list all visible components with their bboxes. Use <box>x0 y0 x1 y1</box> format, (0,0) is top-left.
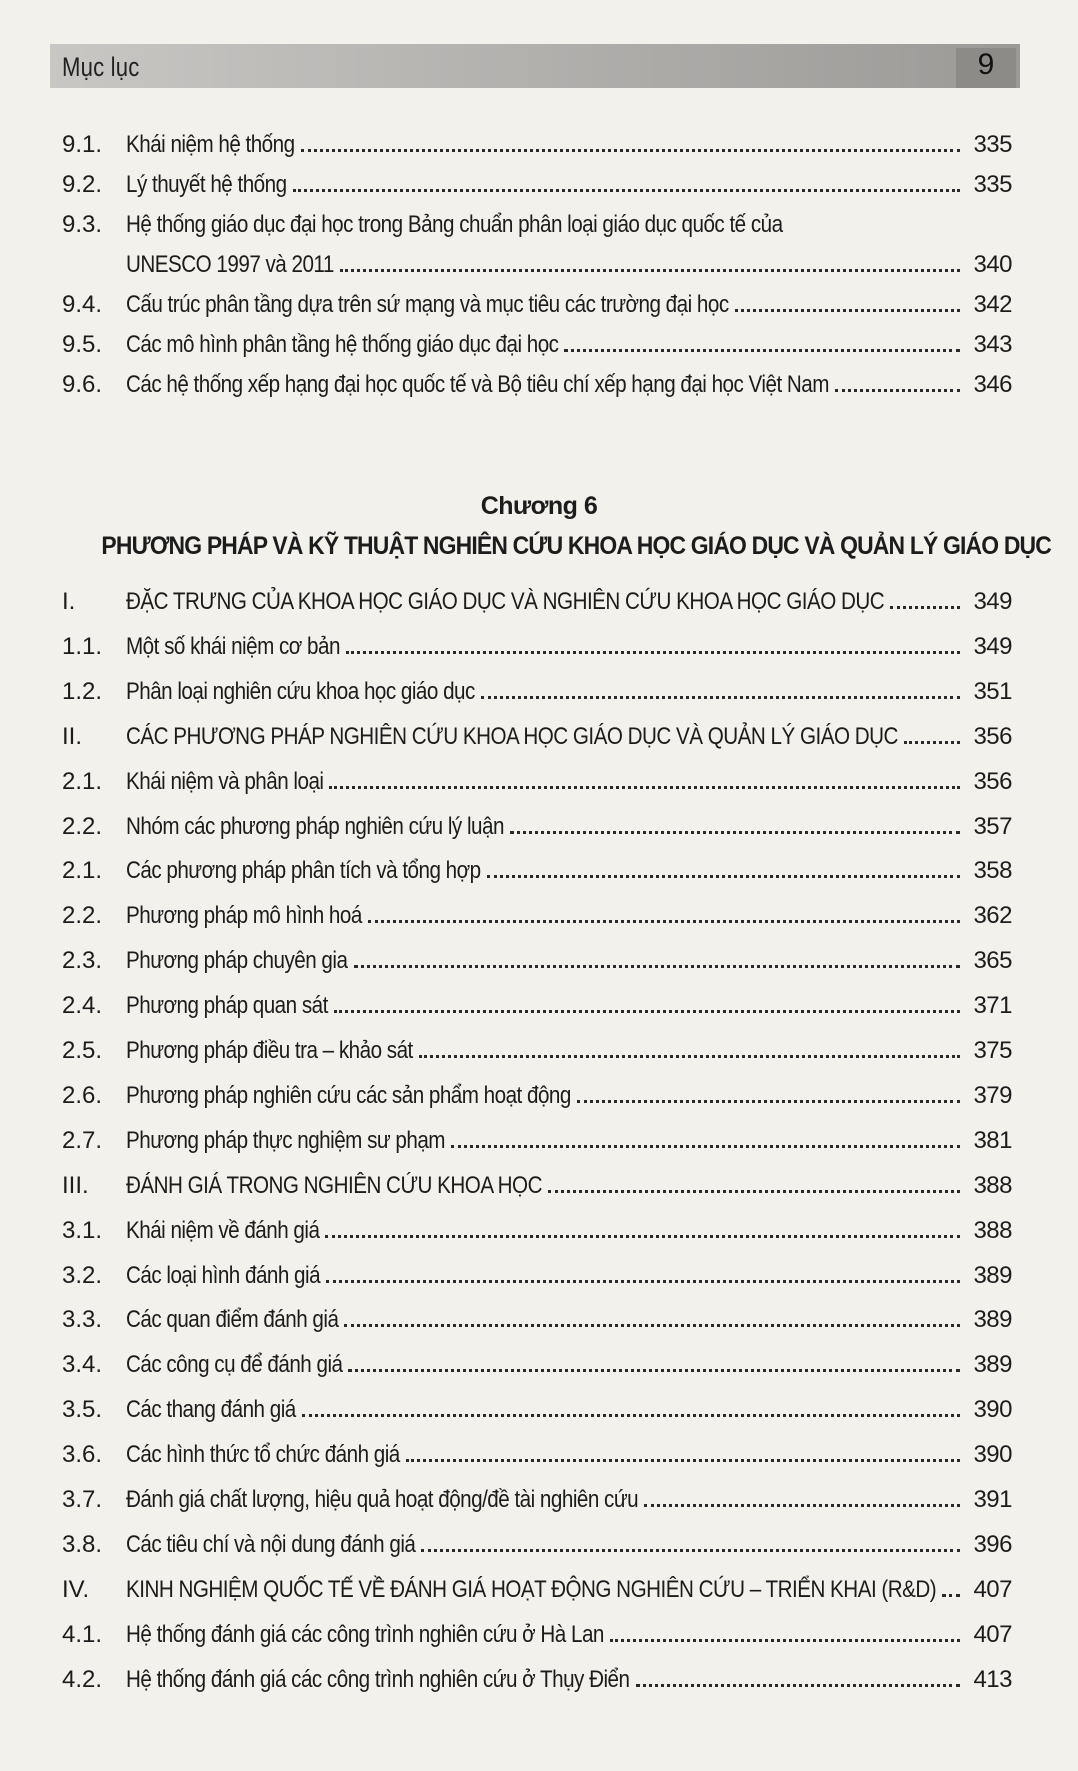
toc-entry-title: Khái niệm hệ thống <box>126 131 295 158</box>
toc-entry-title: ĐẶC TRƯNG CỦA KHOA HỌC GIÁO DỤC VÀ NGHIÊN CỨU KHOA HỌC GIÁO DỤC <box>126 588 885 615</box>
dot-leader <box>419 1035 960 1058</box>
chapter-label: Chương 6 <box>480 492 598 520</box>
dot-leader <box>293 169 960 192</box>
toc-entry-number: 9.4. <box>62 291 103 318</box>
dot-leader <box>451 1125 960 1148</box>
toc-entry-continuation <box>62 245 1012 285</box>
toc-entry <box>62 205 1012 245</box>
toc-entry <box>62 896 1012 936</box>
toc-entry-number: 1.2. <box>62 678 103 705</box>
toc-entry-number: 9.5. <box>62 331 103 358</box>
toc-entry-page: 340 <box>973 251 1012 278</box>
toc-entry-title: Các loại hình đánh giá <box>126 1262 321 1289</box>
dot-leader <box>510 811 960 834</box>
toc-entry <box>62 1211 1012 1251</box>
dot-leader <box>368 900 960 923</box>
toc-entry-page: 390 <box>973 1396 1012 1423</box>
page-number: 9 <box>956 48 1016 88</box>
toc-entry <box>62 941 1012 981</box>
toc-entry-number: 2.3. <box>62 947 103 974</box>
toc-entry <box>62 582 1012 622</box>
toc-entry <box>62 762 1012 802</box>
chapter-title: PHƯƠNG PHÁP VÀ KỸ THUẬT NGHIÊN CỨU KHOA HỌC GIÁO DỤC VÀ QUẢN LÝ GIÁO DỤC <box>101 532 1052 560</box>
toc-entry-number: 2.1. <box>62 857 103 884</box>
dot-leader <box>348 1349 960 1372</box>
toc-entry-title: Phương pháp thực nghiệm sư phạm <box>126 1127 445 1154</box>
toc-entry-page: 371 <box>973 992 1012 1019</box>
toc-entry-number: 2.2. <box>62 813 103 840</box>
toc-entry-title: Cấu trúc phân tầng dựa trên sứ mạng và mục tiêu các trường đại học <box>126 291 729 318</box>
toc-entry-page: 356 <box>973 723 1012 750</box>
dot-leader <box>329 766 960 789</box>
toc-entry <box>62 365 1012 405</box>
toc-entry-title: Các hệ thống xếp hạng đại học quốc tế và Bộ tiêu chí xếp hạng đại học Việt Nam <box>126 371 829 398</box>
toc-entry-page: 351 <box>973 678 1012 705</box>
toc-entry-number: 3.5. <box>62 1396 103 1423</box>
toc-entry-page: 362 <box>973 902 1012 929</box>
dot-leader <box>835 369 960 392</box>
toc-entry <box>62 986 1012 1026</box>
toc-entry-title: Khái niệm và phân loại <box>126 768 324 795</box>
toc-entry-title: Phương pháp chuyên gia <box>126 947 348 974</box>
dot-leader <box>406 1439 960 1462</box>
toc-entry <box>62 627 1012 667</box>
toc-entry-page: 407 <box>973 1621 1012 1648</box>
toc-entry-page: 358 <box>973 857 1012 884</box>
toc-entry <box>62 1076 1012 1116</box>
toc-entry-page: 342 <box>973 291 1012 318</box>
toc-entry-title: Phương pháp điều tra – khảo sát <box>126 1037 413 1064</box>
toc-entry-page: 396 <box>973 1531 1012 1558</box>
toc-entry-page: 389 <box>973 1262 1012 1289</box>
dot-leader <box>354 945 961 968</box>
toc-entry-number: 9.6. <box>62 371 103 398</box>
toc-entry <box>62 1345 1012 1385</box>
toc-entry-number: 2.7. <box>62 1127 103 1154</box>
dot-leader <box>326 1260 960 1283</box>
toc-entry-title: Các tiêu chí và nội dung đánh giá <box>126 1531 416 1558</box>
toc-entry-number: 3.6. <box>62 1441 103 1468</box>
toc-entry-number: 3.7. <box>62 1486 103 1513</box>
dot-leader <box>325 1215 960 1238</box>
toc-entry <box>62 1166 1012 1206</box>
toc-entry <box>62 1121 1012 1161</box>
dot-leader <box>421 1529 960 1552</box>
toc-entry <box>62 1256 1012 1296</box>
dot-leader <box>334 990 960 1013</box>
toc-entry-number: IV. <box>62 1576 90 1603</box>
toc-entry-page: 335 <box>973 171 1012 198</box>
toc-entry <box>62 1390 1012 1430</box>
dot-leader <box>644 1484 960 1507</box>
toc-entry-number: 3.3. <box>62 1306 103 1333</box>
toc-entry <box>62 672 1012 712</box>
toc-entry-title: Hệ thống đánh giá các công trình nghiên cứu ở Thụy Điển <box>126 1666 630 1693</box>
dot-leader <box>904 721 960 744</box>
dot-leader <box>942 1574 960 1597</box>
toc-entry-page: 389 <box>973 1306 1012 1333</box>
toc-entry-number: 1.1. <box>62 633 103 660</box>
dot-leader <box>577 1080 960 1103</box>
toc-entry-page: 349 <box>973 633 1012 660</box>
toc-entry <box>62 1480 1012 1520</box>
dot-leader <box>487 855 960 878</box>
toc-entry-page: 365 <box>973 947 1012 974</box>
toc-entry-number: 3.4. <box>62 1351 103 1378</box>
toc-entry-number: 2.5. <box>62 1037 103 1064</box>
toc-entry-title: Phân loại nghiên cứu khoa học giáo dục <box>126 678 475 705</box>
toc-entry-title-continuation: UNESCO 1997 và 2011 <box>126 251 334 278</box>
toc-entry <box>62 125 1012 165</box>
toc-entry-title: ĐÁNH GIÁ TRONG NGHIÊN CỨU KHOA HỌC <box>126 1172 542 1199</box>
toc-entry <box>62 1031 1012 1071</box>
toc-entry-page: 375 <box>973 1037 1012 1064</box>
toc-entry-title: Nhóm các phương pháp nghiên cứu lý luận <box>126 813 504 840</box>
toc-entry-number: 2.1. <box>62 768 103 795</box>
toc-entry-title: Phương pháp mô hình hoá <box>126 902 362 929</box>
toc-entry-title: Các quan điểm đánh giá <box>126 1306 339 1333</box>
toc-entry-page: 407 <box>973 1576 1012 1603</box>
toc-entry-title: Các phương pháp phân tích và tổng hợp <box>126 857 481 884</box>
toc-entry-page: 388 <box>973 1172 1012 1199</box>
toc-entry <box>62 1525 1012 1565</box>
toc-entry <box>62 807 1012 847</box>
toc-entry-number: 2.6. <box>62 1082 103 1109</box>
toc-entry-number: 9.1. <box>62 131 103 158</box>
toc-entry <box>62 851 1012 891</box>
dot-leader <box>548 1170 960 1193</box>
toc-entry-number: 4.1. <box>62 1621 103 1648</box>
toc-entry-page: 391 <box>973 1486 1012 1513</box>
toc-entry-page: 390 <box>973 1441 1012 1468</box>
toc-entry-page: 349 <box>973 588 1012 615</box>
toc-entry-title: Phương pháp quan sát <box>126 992 328 1019</box>
toc-entry <box>62 325 1012 365</box>
toc-entry-title: Các thang đánh giá <box>126 1396 296 1423</box>
toc-entry-page: 379 <box>973 1082 1012 1109</box>
toc-entry-title: Hệ thống giáo dục đại học trong Bảng chuẩn phân loại giáo dục quốc tế của <box>126 211 783 238</box>
toc-entry-number: I. <box>62 588 76 615</box>
dot-leader <box>302 1394 960 1417</box>
dot-leader <box>636 1664 960 1687</box>
toc-entry-number: III. <box>62 1172 89 1199</box>
toc-entry-title: Phương pháp nghiên cứu các sản phẩm hoạt động <box>126 1082 571 1109</box>
toc-entry-number: II. <box>62 723 83 750</box>
toc-entry-title: Các hình thức tổ chức đánh giá <box>126 1441 400 1468</box>
toc-entry-title: Hệ thống đánh giá các công trình nghiên cứu ở Hà Lan <box>126 1621 604 1648</box>
dot-leader <box>346 631 960 654</box>
toc-entry <box>62 1300 1012 1340</box>
toc-entry-page: 389 <box>973 1351 1012 1378</box>
toc-entry-title: KINH NGHIỆM QUỐC TẾ VỀ ĐÁNH GIÁ HOẠT ĐỘNG NGHIÊN CỨU – TRIỂN KHAI (R&D) <box>126 1576 937 1603</box>
toc-entry-title: Khái niệm về đánh giá <box>126 1217 320 1244</box>
toc-entry-number: 3.1. <box>62 1217 103 1244</box>
toc-entry <box>62 717 1012 757</box>
toc-entry-number: 2.2. <box>62 902 103 929</box>
dot-leader <box>340 249 960 272</box>
toc-entry <box>62 1435 1012 1475</box>
toc-entry-title: Một số khái niệm cơ bản <box>126 633 340 660</box>
toc-entry-page: 413 <box>973 1666 1012 1693</box>
running-header-title: Mục lục <box>62 52 140 82</box>
toc-entry-title: CÁC PHƯƠNG PHÁP NGHIÊN CỨU KHOA HỌC GIÁO DỤC VÀ QUẢN LÝ GIÁO DỤC <box>126 723 898 750</box>
toc-entry-number: 4.2. <box>62 1666 103 1693</box>
dot-leader <box>564 329 960 352</box>
toc-entry <box>62 1660 1012 1700</box>
dot-leader <box>481 676 960 699</box>
dot-leader <box>735 289 960 312</box>
toc-entry <box>62 1570 1012 1610</box>
toc-entry-title: Đánh giá chất lượng, hiệu quả hoạt động/đề tài nghiên cứu <box>126 1486 639 1513</box>
toc-entry-page: 388 <box>973 1217 1012 1244</box>
toc-entry-number: 3.2. <box>62 1262 103 1289</box>
toc-entry-page: 356 <box>973 768 1012 795</box>
toc-entry-number: 9.2. <box>62 171 103 198</box>
toc-entry-number: 3.8. <box>62 1531 103 1558</box>
toc-entry-page: 343 <box>973 331 1012 358</box>
running-header-band <box>50 44 1020 88</box>
toc-entry <box>62 1615 1012 1655</box>
toc-entry-page: 346 <box>973 371 1012 398</box>
toc-entry-number: 2.4. <box>62 992 103 1019</box>
dot-leader <box>610 1619 960 1642</box>
toc-entry <box>62 165 1012 205</box>
toc-entry-page: 357 <box>973 813 1012 840</box>
dot-leader <box>344 1304 960 1327</box>
dot-leader <box>301 129 960 152</box>
toc-entry-title: Các mô hình phân tầng hệ thống giáo dục đại học <box>126 331 559 358</box>
toc-entry-page: 381 <box>973 1127 1012 1154</box>
dot-leader <box>890 586 960 609</box>
toc-entry-title: Lý thuyết hệ thống <box>126 171 287 198</box>
toc-entry-number: 9.3. <box>62 211 103 238</box>
toc-entry-title: Các công cụ để đánh giá <box>126 1351 343 1378</box>
toc-entry <box>62 285 1012 325</box>
toc-entry-page: 335 <box>973 131 1012 158</box>
